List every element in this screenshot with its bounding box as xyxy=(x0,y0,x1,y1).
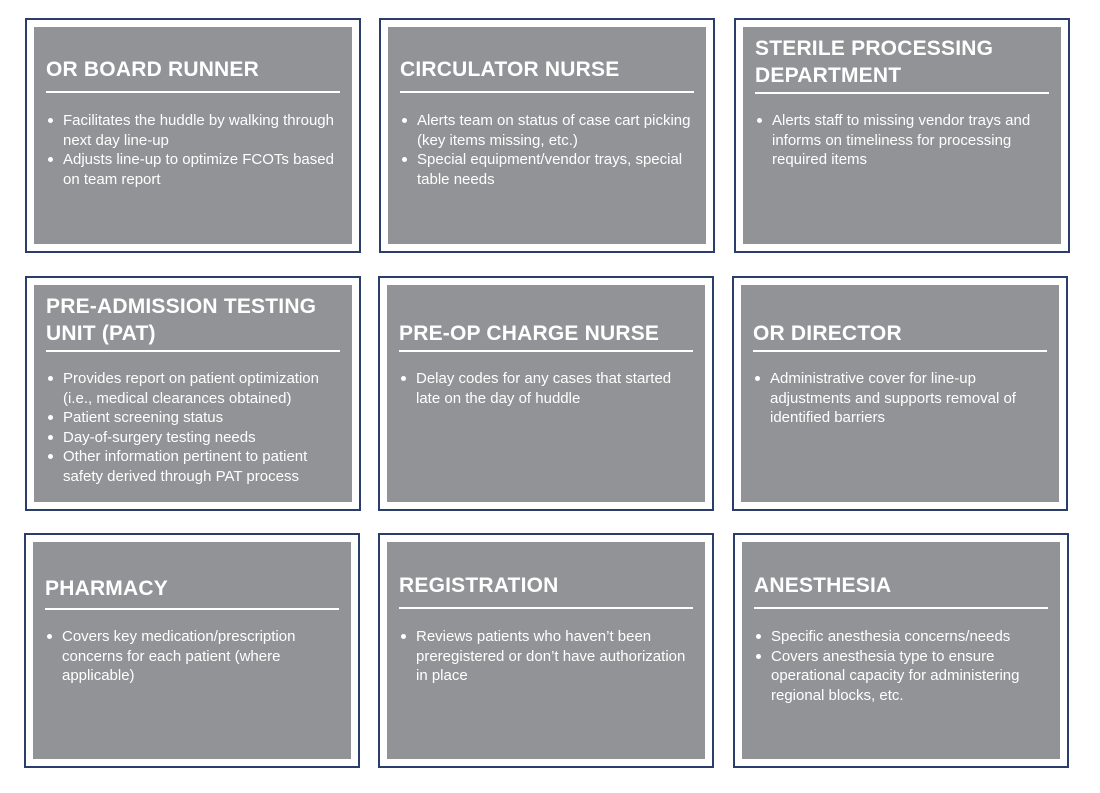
card-panel xyxy=(742,542,1060,759)
card-panel xyxy=(34,285,352,502)
card-title: CIRCULATOR NURSE xyxy=(400,58,620,81)
card-sterile-processing xyxy=(734,18,1070,253)
bullet-item: Provides report on patient optimization (i.e., medical clearances obtained) xyxy=(46,369,342,408)
bullet-item: Other information pertinent to patient safety derived through PAT process xyxy=(46,447,342,486)
card-title: PHARMACY xyxy=(45,577,168,600)
card-title: OR BOARD RUNNER xyxy=(46,58,259,81)
card-pre-op-charge-nurse xyxy=(378,276,714,511)
title-divider xyxy=(400,91,694,93)
bullet-list xyxy=(754,627,1050,705)
bullet-list xyxy=(45,627,341,686)
bullet-item: Patient screening status xyxy=(46,408,342,428)
title-divider xyxy=(46,91,340,93)
card-title: OR DIRECTOR xyxy=(753,322,902,345)
bullet-item: Reviews patients who haven’t been preregistered or don’t have authorization in place xyxy=(399,627,695,686)
title-divider xyxy=(399,350,693,352)
card-panel xyxy=(388,27,706,244)
bullet-item: Specific anesthesia concerns/needs xyxy=(754,627,1050,647)
title-divider xyxy=(753,350,1047,352)
bullet-list xyxy=(755,111,1051,170)
card-panel xyxy=(34,27,352,244)
bullet-list xyxy=(753,369,1049,428)
title-divider xyxy=(45,608,339,610)
card-title: REGISTRATION xyxy=(399,574,559,597)
card-anesthesia xyxy=(733,533,1069,768)
card-pre-admission-testing xyxy=(25,276,361,511)
title-divider xyxy=(754,607,1048,609)
bullet-item: Day-of-surgery testing needs xyxy=(46,428,342,448)
card-panel xyxy=(741,285,1059,502)
card-circulator-nurse xyxy=(379,18,715,253)
card-title: STERILE PROCESSING DEPARTMENT xyxy=(755,37,994,87)
title-divider xyxy=(755,92,1049,94)
bullet-item: Facilitates the huddle by walking through next day line-up xyxy=(46,111,342,150)
card-panel xyxy=(387,285,705,502)
card-panel xyxy=(743,27,1061,244)
card-or-director xyxy=(732,276,1068,511)
bullet-list xyxy=(46,111,342,189)
card-panel xyxy=(387,542,705,759)
card-title: ANESTHESIA xyxy=(754,574,892,597)
title-divider xyxy=(46,350,340,352)
bullet-item: Alerts team on status of case cart picking (key items missing, etc.) xyxy=(400,111,696,150)
bullet-item: Administrative cover for line-up adjustments and supports removal of identified barriers xyxy=(753,369,1049,428)
bullet-item: Adjusts line-up to optimize FCOTs based on team report xyxy=(46,150,342,189)
card-registration xyxy=(378,533,714,768)
card-title: PRE-OP CHARGE NURSE xyxy=(399,322,660,345)
bullet-item: Covers anesthesia type to ensure operational capacity for administering regional blocks, etc. xyxy=(754,647,1050,706)
card-or-board-runner xyxy=(25,18,361,253)
card-panel xyxy=(33,542,351,759)
title-divider xyxy=(399,607,693,609)
bullet-list xyxy=(399,369,695,408)
bullet-item: Delay codes for any cases that started late on the day of huddle xyxy=(399,369,695,408)
bullet-item: Alerts staff to missing vendor trays and informs on timeliness for processing required items xyxy=(755,111,1051,170)
bullet-list xyxy=(46,369,342,486)
bullet-item: Covers key medication/prescription concerns for each patient (where applicable) xyxy=(45,627,341,686)
card-title: PRE-ADMISSION TESTING UNIT (PAT) xyxy=(46,295,317,345)
bullet-list xyxy=(400,111,696,189)
bullet-item: Special equipment/vendor trays, special table needs xyxy=(400,150,696,189)
bullet-list xyxy=(399,627,695,686)
card-pharmacy xyxy=(24,533,360,768)
